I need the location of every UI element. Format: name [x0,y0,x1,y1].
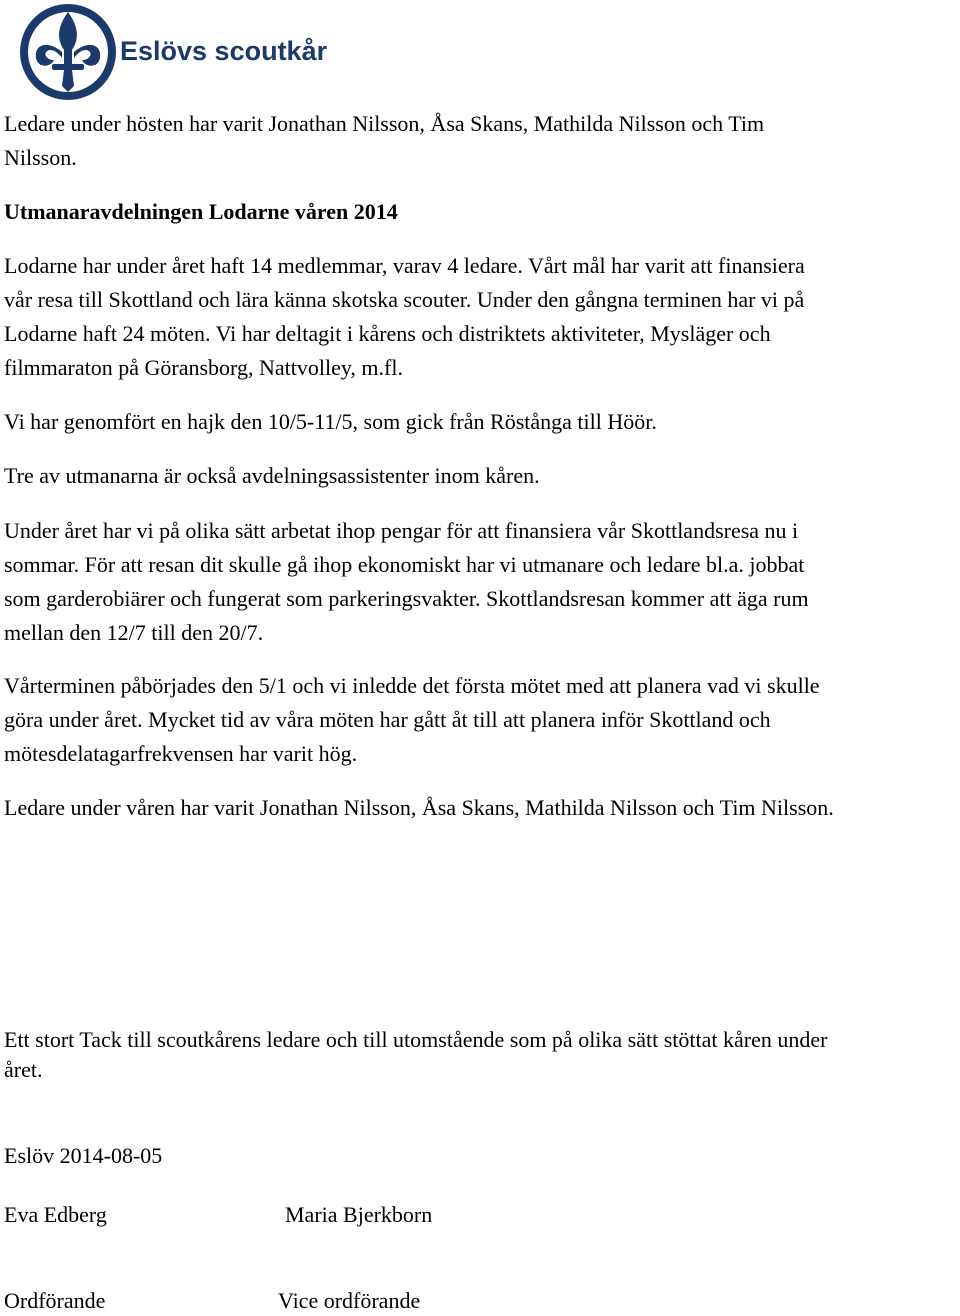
funding-line-1: Under året har vi på olika sätt arbetat ihop pengar för att finansiera vår Skottlandsresa nu i [4,518,799,543]
funding-line-2: sommar. För att resan dit skulle gå ihop ekonomiskt har vi utmanare och ledare bl.a. jobbat [4,552,805,577]
assistants-paragraph: Tre av utmanarna är också avdelningsassistenter inom kåren. [4,463,540,488]
spring-line-2: göra under året. Mycket tid av våra möten har gått åt till att planera inför Skottland och [4,707,771,732]
scout-fleur-de-lis-icon [18,4,118,100]
section-heading: Utmanaravdelningen Lodarne våren 2014 [4,199,398,224]
thanks-line-1: Ett stort Tack till scoutkårens ledare och till utomstående som på olika sätt stöttat kåren under [4,1027,828,1052]
signer-1-name: Eva Edberg [4,1202,107,1227]
signer-2-name: Maria Bjerkborn [285,1202,433,1227]
intro-line-1: Lodarne har under året haft 14 medlemmar, varav 4 ledare. Vårt mål har varit att finansiera [4,253,805,278]
funding-line-4: mellan den 12/7 till den 20/7. [4,620,264,645]
intro-line-3: Lodarne haft 24 möten. Vi har deltagit i kårens och distriktets aktiviteter, Mysläger och [4,321,771,346]
spring-line-3: mötesdelatagarfrekvensen har varit hög. [4,741,358,766]
leaders-autumn-line-2: Nilsson. [4,145,77,170]
funding-line-3: som garderobiärer och fungerat som parkeringsvakter. Skottlandsresan kommer att äga rum [4,586,809,611]
leaders-spring-paragraph: Ledare under våren har varit Jonathan Nilsson, Åsa Skans, Mathilda Nilsson och Tim Nilsson. [4,795,834,820]
intro-line-4: filmmaraton på Göransborg, Nattvolley, m.fl. [4,355,403,380]
signer-1-title: Ordförande [4,1288,106,1313]
spring-line-1: Vårterminen påbörjades den 5/1 och vi inledde det första mötet med att planera vad vi skulle [4,673,820,698]
leaders-autumn-line-1: Ledare under hösten har varit Jonathan Nilsson, Åsa Skans, Mathilda Nilsson och Tim [4,111,765,136]
brand-name: Eslövs scoutkår [120,36,328,66]
signer-2-title: Vice ordförande [278,1288,421,1313]
intro-line-2: vår resa till Skottland och lära känna skotska scouter. Under den gångna terminen har vi på [4,287,805,312]
thanks-line-2: året. [4,1057,43,1082]
hike-paragraph: Vi har genomfört en hajk den 10/5-11/5, som gick från Röstånga till Höör. [4,409,657,434]
place-date: Eslöv 2014-08-05 [4,1143,163,1168]
